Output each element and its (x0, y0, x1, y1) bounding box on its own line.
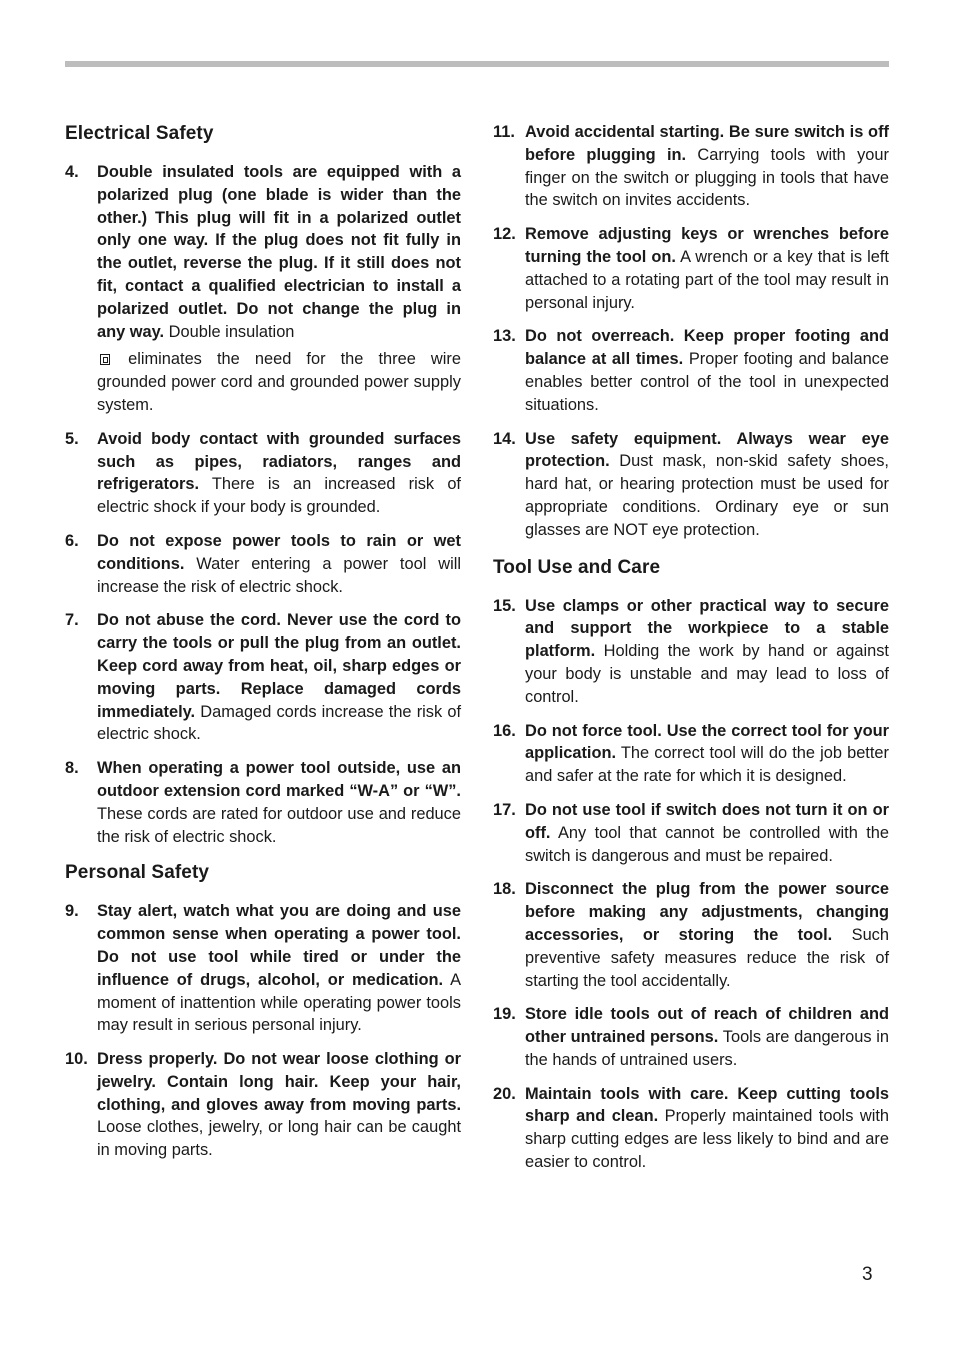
item-bold-text: Do not force tool. Use the correct tool for your application. (525, 721, 889, 763)
item-bold-text: Remove adjusting keys or wrenches before turning the tool on. (525, 225, 889, 266)
safety-item-7 (65, 609, 461, 746)
safety-item-11 (493, 121, 889, 212)
item-text (97, 900, 461, 1037)
item-text (525, 595, 889, 709)
item-text (525, 325, 889, 416)
item-text (97, 1048, 461, 1162)
safety-item-16 (493, 720, 889, 788)
item-text (525, 1083, 889, 1174)
safety-item-19 (493, 1003, 889, 1071)
section-heading-personal-safety: Personal Safety (65, 862, 210, 884)
item-normal-text: There is an increased risk of electric shock if your body is grounded. (97, 475, 461, 517)
item-normal-text: Proper footing and balance enables better control of the tool in unexpected situations. (525, 350, 889, 414)
safety-item-8 (65, 757, 461, 848)
item-text (525, 121, 889, 212)
page-number: 3 (862, 1264, 873, 1285)
item-normal-text: Holding the work by hand or against your body is unstable and may lead to loss of control. (525, 642, 889, 706)
safety-item-10 (65, 1048, 461, 1162)
item-normal-text: Properly maintained tools with sharp cutting edges are less likely to bind and are easier to control. (525, 1107, 889, 1172)
double-insulation-icon (100, 354, 110, 365)
item-bold-text: Avoid accidental starting. Be sure switch is off before plugging in. (525, 123, 889, 164)
item-bold-text: Disconnect the plug from the power source before making any adjustments, changing accessories, or storing the tool. (525, 880, 889, 944)
item-normal-text: A moment of inattention while operating power tools may result in serious personal injury. (97, 970, 461, 1035)
item-number: 20. (493, 1084, 516, 1103)
item-bold-text: Do not abuse the cord. Never use the cord to carry the tools or pull the plug from an outlet. Keep cord away from heat, oil, sharp edges or moving parts. Replace damaged cords immediately. (97, 611, 461, 721)
right-column (493, 121, 889, 1185)
item-number: 16. (493, 721, 516, 740)
item-normal-text: Tools are dangerous in the hands of untrained users. (525, 1028, 890, 1069)
item-number: 9. (65, 902, 79, 921)
item-normal-text: A wrench or a key that is left attached to a rotating part of the tool may result in personal injury. (525, 247, 889, 312)
safety-item-17 (493, 799, 889, 867)
item-text (525, 720, 889, 788)
item-text (525, 428, 889, 542)
item-number: 4. (65, 163, 79, 181)
item-number: 12. (493, 225, 516, 244)
item-bold-text: Dress properly. Do not wear loose clothing or jewelry. Contain long hair. Keep your hair, clothing, and gloves away from moving parts. (97, 1050, 461, 1114)
item-bold-text: When operating a power tool outside, use an outdoor extension cord marked “W-A” or “W”. (97, 759, 461, 800)
item-text (97, 161, 461, 417)
item-number: 10. (65, 1050, 88, 1069)
item-bold-text: Do not overreach. Keep proper footing and balance at all times. (525, 327, 889, 369)
item-text (97, 757, 461, 848)
item-number: 5. (65, 429, 79, 448)
item-text (525, 1003, 889, 1071)
safety-item-20 (493, 1083, 889, 1174)
item-number: 17. (493, 800, 516, 819)
item-normal-text: These cords are rated for outdoor use and reduce the risk of electric shock. (97, 804, 461, 846)
item-bold-text: Maintain tools with care. Keep cutting tools sharp and clean. (525, 1084, 889, 1126)
safety-item-4 (65, 161, 461, 417)
item-number: 14. (493, 429, 516, 448)
safety-item-15 (493, 595, 889, 709)
safety-item-6 (65, 530, 461, 598)
item-normal-text: Double insulation (164, 322, 295, 341)
left-column (65, 120, 461, 1173)
item-text (97, 530, 461, 598)
item-bold-text: Avoid body contact with grounded surfaces such as pipes, radiators, ranges and refrigerators. (97, 429, 461, 494)
item-normal-text: Any tool that cannot be controlled with the switch is dangerous and must be repaired. (525, 823, 889, 865)
item-bold-text: Store idle tools out of reach of children and other untrained persons. (525, 1005, 889, 1047)
item-text (525, 878, 889, 992)
item-bold-text: Use clamps or other practical way to secure and support the workpiece to a stable platform. (525, 596, 889, 661)
item-normal-text: Water entering a power tool will increase the risk of electric shock. (97, 554, 461, 596)
safety-item-5 (65, 428, 461, 519)
safety-item-18 (493, 878, 889, 992)
section-heading-electrical-safety: Electrical Safety (65, 123, 214, 144)
item-bold-text: Stay alert, watch what you are doing and use common sense when operating a power tool. Do not use tool while tired or under the influence of drugs, alcohol, or medication. (97, 902, 461, 989)
item-bold-text: Double insulated tools are equipped with a polarized plug (one blade is wider than the other.) This plug will fit in a polarized outlet only one way. If the plug does not fit fully in the outlet, reverse the plug. If it still does not fit, contact a qualified electrician to install a polarized outlet. Do not change the plug in any way. (97, 163, 461, 341)
item-bold-text: Use safety equipment. Always wear eye protection. (525, 429, 889, 471)
safety-item-14 (493, 428, 889, 542)
item-number: 18. (493, 880, 516, 899)
item-normal-text: Damaged cords increase the risk of electric shock. (97, 702, 461, 744)
item-text (525, 223, 889, 314)
item-number: 11. (493, 123, 515, 141)
item-text (97, 428, 461, 519)
item-normal-text: The correct tool will do the job better and safer at the rate for which it is designed. (525, 744, 889, 786)
item-normal-text: Loose clothes, jewelry, or long hair can be caught in moving parts. (97, 1118, 461, 1160)
item-text (525, 799, 889, 867)
item-normal-text: Dust mask, non-skid safety shoes, hard hat, or hearing protection must be used for appropriate conditions. Ordinary eye or sun glasses are NOT eye protection. (525, 452, 889, 539)
item-number: 15. (493, 596, 516, 615)
item-number: 19. (493, 1005, 516, 1024)
item-number: 7. (65, 611, 79, 630)
header-rule (65, 61, 889, 67)
safety-item-9 (65, 900, 461, 1037)
item-normal-text: Carrying tools with your finger on the switch or plugging in tools that have the switch on invites accidents. (525, 145, 889, 210)
item-bold-text: Do not use tool if switch does not turn it on or off. (525, 800, 889, 842)
section-heading-tool-use-and-care: Tool Use and Care (493, 556, 661, 578)
item-number: 13. (493, 327, 516, 346)
item-text (97, 609, 461, 746)
item-normal-text: Such preventive safety measures reduce the risk of starting the tool accidentally. (525, 925, 889, 990)
item-number: 8. (65, 759, 79, 778)
safety-item-12 (493, 223, 889, 314)
item-number: 6. (65, 531, 79, 550)
safety-item-13 (493, 325, 889, 416)
item-bold-text: Do not expose power tools to rain or wet conditions. (97, 531, 461, 573)
item-normal-text-cont: eliminates the need for the three wire grounded power cord and grounded power supply system. (97, 350, 461, 414)
